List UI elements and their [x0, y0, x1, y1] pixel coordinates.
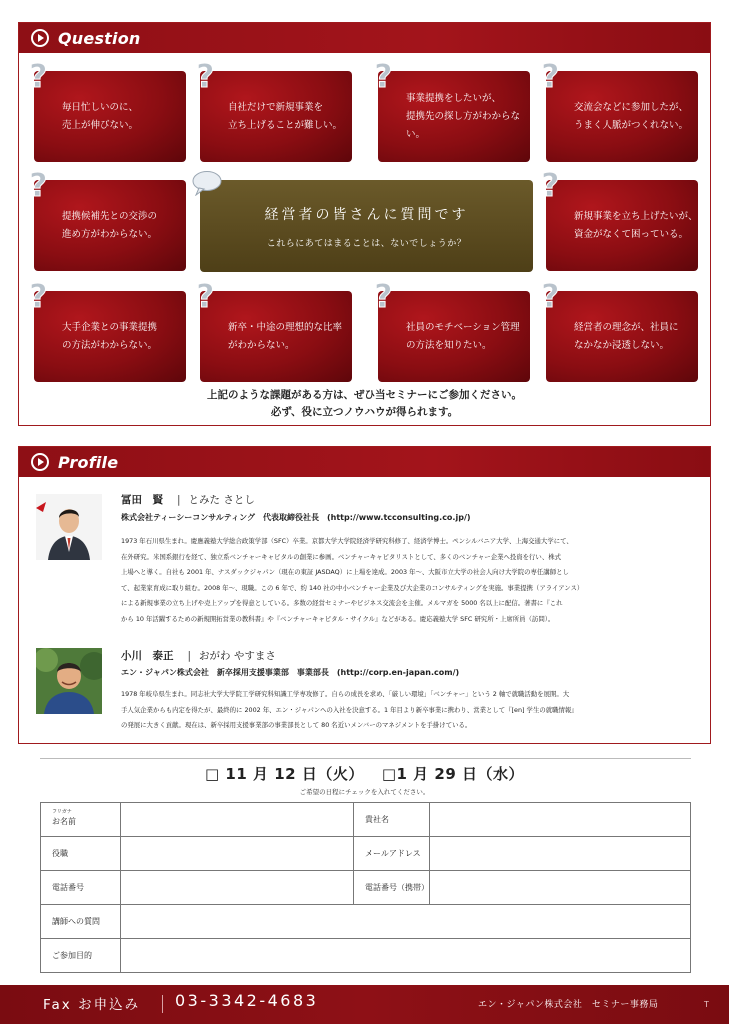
svg-text:?: ?: [29, 168, 48, 202]
form-row: [41, 939, 691, 973]
question-header: [19, 23, 710, 53]
date-options: [0, 763, 729, 784]
question-text: 社員のモチベーション管理 の方法を知りたい。: [406, 321, 520, 351]
form-row: [41, 905, 691, 939]
footer-bar: [0, 985, 729, 1024]
question-text: 毎日忙しいのに、 売上が伸びない。: [62, 101, 139, 131]
form-row: [41, 871, 691, 905]
avatar: [36, 494, 102, 560]
question-mark-icon: [539, 168, 563, 202]
question-section: [18, 22, 711, 426]
person-name-text: 小川 泰正: [121, 650, 174, 662]
bio-line: から 10 年活躍するための新規開拓営業の教科書』や『ベンチャーキャピタル・サイクル』などがある。慶応義塾大学 SFC 研究所・上席所員（訪問）。: [121, 614, 555, 623]
form-row: [41, 837, 691, 871]
question-text: 新卒・中途の理想的な比率 がわからない。: [228, 321, 343, 351]
bio-line: 手人気企業からも内定を得たが、最終的に 2002 年、エン・ジャパンへの入社を決意する。1 年目より新卒事業に携わり、営業として『[en] 学生の就職情報』: [121, 705, 578, 714]
svg-text:?: ?: [374, 59, 393, 93]
question-mark-icon: [372, 59, 396, 93]
question-box: [546, 180, 698, 271]
fax-label: Fax お申込み: [43, 997, 141, 1013]
question-footer-line1: 上記のような課題がある方は、ぜひ当セミナーにご参加ください。: [207, 389, 522, 401]
email-field[interactable]: [430, 837, 691, 871]
question-text: 事業提携をしたいが、 提携先の探し方がわからない。: [406, 92, 521, 140]
svg-text:?: ?: [29, 279, 48, 313]
question-field[interactable]: [121, 905, 691, 939]
footer-divider: [162, 995, 163, 1013]
center-title: 経営者の皆さんに質問です: [264, 207, 469, 223]
question-mark-icon: [194, 59, 218, 93]
question-box: [34, 71, 186, 162]
question-box: [34, 180, 186, 271]
mobile-field[interactable]: [430, 871, 691, 905]
name-field[interactable]: [121, 803, 354, 837]
center-question-box: [200, 180, 533, 272]
question-box: [200, 71, 352, 162]
question-box: [546, 291, 698, 382]
question-mark-icon: [27, 168, 51, 202]
person-bio: [121, 534, 583, 628]
application-form: [40, 802, 691, 973]
question-box: [34, 291, 186, 382]
question-text: 自社だけで新規事業を 立ち上げることが難しい。: [228, 101, 343, 131]
profile-title: Profile: [58, 452, 119, 472]
company-label: 貴社名: [354, 803, 430, 837]
question-box: [378, 291, 530, 382]
question-mark-icon: [194, 279, 218, 313]
question-text: 新規事業を立ち上げたいが、 資金がなくて困っている。: [574, 210, 698, 240]
purpose-label: ご参加目的: [41, 939, 121, 973]
bio-line: 1973 年石川県生まれ。慶應義塾大学総合政策学部（SFC）卒業。京都大学大学院経済学研究科修了、経済学博士。ペンシルバニア大学、上海交通大学にて、: [121, 537, 573, 545]
svg-text:?: ?: [541, 168, 560, 202]
person-title: 株式会社ティーシーコンサルティング 代表取締役社長 (http://www.tcconsulting.co.jp/): [121, 513, 471, 522]
bio-line: 上場へと導く。自社も 2001 年、ナスダックジャパン（現在の東証 JASDAQ）に上場を達成。2003 年～、大阪市立大学の社会人向け大学院の専任講師とし: [121, 568, 569, 577]
person-name: [121, 492, 255, 507]
question-text: 提携候補先との交渉の 進め方がわからない。: [62, 210, 158, 240]
date-option-nov12[interactable]: □ 11 月 12 日（火）: [205, 765, 364, 783]
svg-text:?: ?: [29, 59, 48, 93]
company-field[interactable]: [430, 803, 691, 837]
person-kana: とみた さとし: [188, 494, 255, 506]
question-mark-icon: [372, 279, 396, 313]
person-name: [121, 648, 276, 663]
person-title: エン・ジャパン株式会社 新卒採用支援事業部 事業部長 (http://corp.en-japan.com/): [121, 668, 460, 677]
avatar: [36, 648, 102, 714]
phone-field[interactable]: [121, 871, 354, 905]
profile-header: [19, 447, 710, 477]
bio-line: 1978 年岐阜県生まれ。同志社大学大学院工学研究科知識工学専攻修了。自らの成長を求め、「厳しい環境」「ベンチャー」という 2 軸で就職活動を展開。大: [121, 690, 570, 698]
play-circle-icon: [31, 29, 49, 47]
name-divider: |: [187, 650, 192, 662]
person-bio: [121, 687, 578, 734]
bio-line: の発展に大きく貢献。現在は、新卒採用支援事業部の事業部長として 80 名近いメンバーのマネジメントを手掛けている。: [121, 721, 472, 730]
phone-label: 電話番号: [41, 871, 121, 905]
form-row: [41, 803, 691, 837]
mobile-label: 電話番号（携帯）: [354, 871, 430, 905]
profile-section: [18, 446, 711, 744]
svg-text:?: ?: [374, 279, 393, 313]
question-box: [378, 71, 530, 162]
question-title: Question: [58, 28, 141, 48]
center-subtitle: これらにあてはまることは、ないでしょうか？: [266, 239, 467, 249]
divider: [40, 758, 691, 759]
purpose-field[interactable]: [121, 939, 691, 973]
question-box: [546, 71, 698, 162]
question-box: [200, 291, 352, 382]
furigana-label: フリガナ: [52, 808, 72, 815]
question-text: 大手企業との事業提携 の方法がわからない。: [62, 321, 158, 351]
speech-bubble-icon: [191, 170, 223, 196]
person-name-text: 冨田 賢: [121, 494, 163, 506]
position-field[interactable]: [121, 837, 354, 871]
question-text: 交流会などに参加したが、 うまく人脈がつくれない。: [574, 101, 689, 131]
date-option-jan29[interactable]: □1 月 29 日（水）: [381, 765, 524, 783]
play-circle-icon: [31, 453, 49, 471]
organizer: エン・ジャパン株式会社 セミナー事務局: [478, 1000, 659, 1010]
svg-text:?: ?: [541, 279, 560, 313]
name-label-text: お名前: [52, 816, 76, 826]
question-mark-icon: [539, 59, 563, 93]
page-mark: T: [704, 1000, 709, 1009]
svg-text:?: ?: [196, 279, 215, 313]
person-kana: おがわ やすまさ: [199, 650, 276, 662]
question-mark-icon: [27, 59, 51, 93]
question-label: 講師への質問: [41, 905, 121, 939]
question-mark-icon: [27, 279, 51, 313]
name-divider: |: [177, 494, 181, 506]
bio-line: て、起業家育成に取り組む。2008 年～、現職。この 6 年で、約 140 社の中小ベンチャー企業及び大企業のコンサルティングを実施。事業提携（アライアンス）: [121, 583, 584, 592]
question-text: 経営者の理念が、社員に なかなか浸透しない。: [574, 321, 679, 351]
bio-line: による新規事業の立ち上げや売上アップを得意としている。多数の経営セミナーやビジネス交流会を主催。メルマガを 5000 名以上に配信。著書に『これ: [121, 599, 563, 608]
name-label: [41, 803, 121, 837]
svg-text:?: ?: [196, 59, 215, 93]
question-footer-line2: 必ず、役に立つノウハウが得られます。: [270, 406, 459, 418]
date-note: ご希望の日程にチェックを入れてください。: [299, 788, 430, 796]
email-label: メールアドレス: [354, 837, 430, 871]
fax-number: 03-3342-4683: [175, 991, 319, 1010]
position-label: 役職: [41, 837, 121, 871]
bio-line: 在外研究。米国系銀行を経て、独立系ベンチャーキャピタルの創業に参画。ベンチャーキャピタリストとして、多くのベンチャー企業へ投資を行い、株式: [121, 552, 561, 561]
svg-text:?: ?: [541, 59, 560, 93]
question-mark-icon: [539, 279, 563, 313]
